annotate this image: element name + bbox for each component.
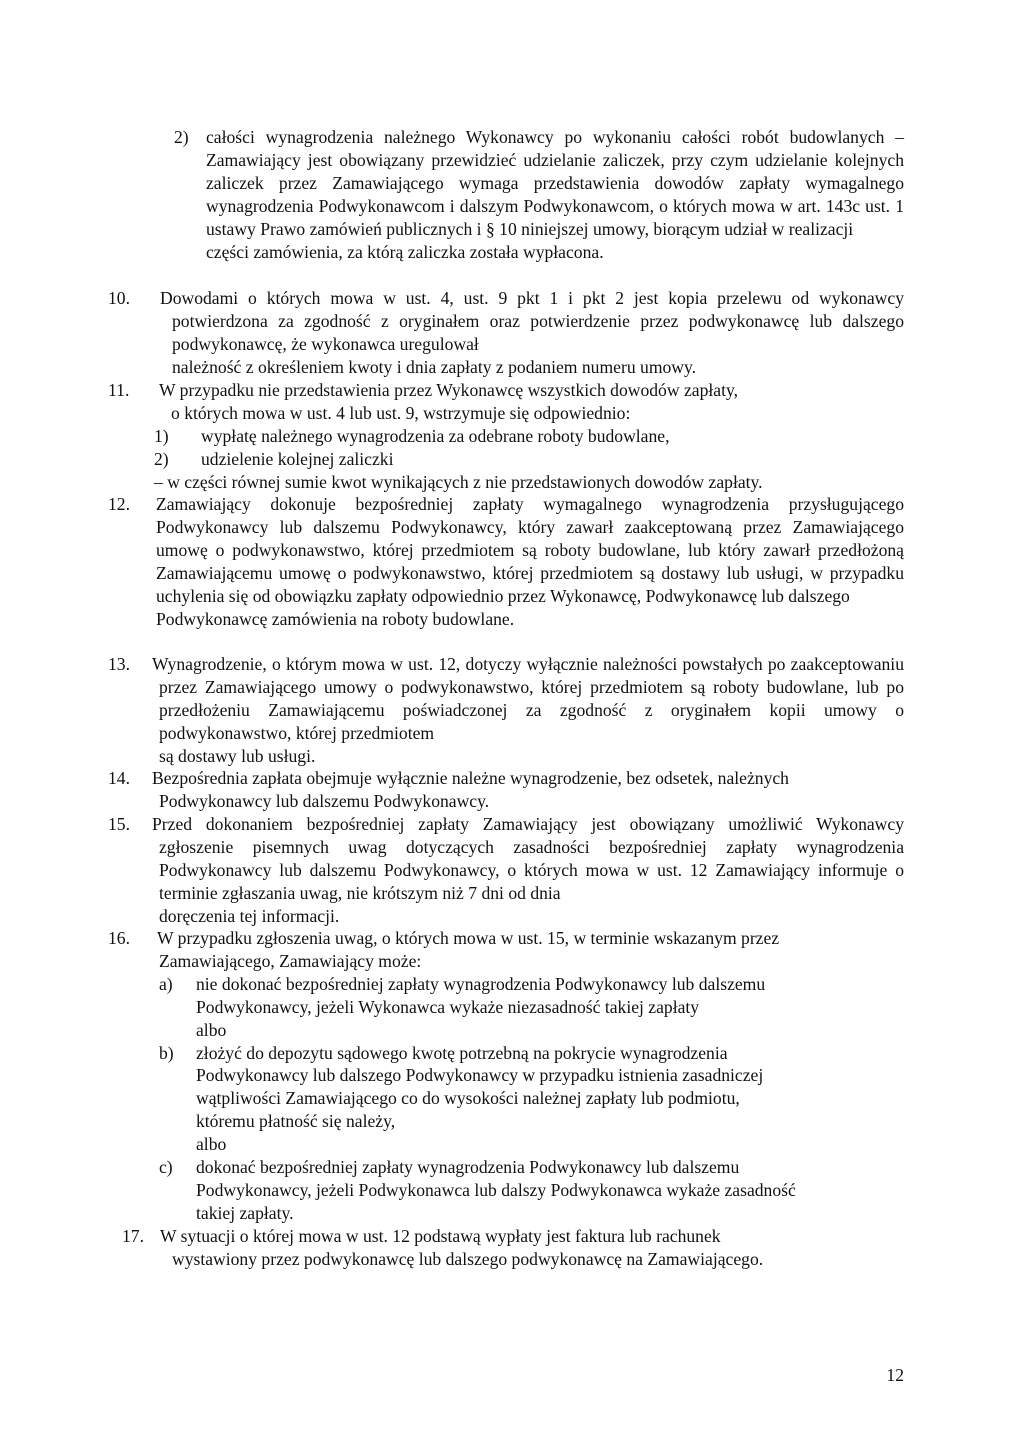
item-13: [108, 653, 904, 768]
item-text: Wynagrodzenie, o którym mowa w ust. 12, dotyczy wyłącznie należności powstałych po zaakceptowaniu przez Zamawiającego umowy o podwykonawstwo, której przedmiotem są roboty budowlane, lub po przedłożeniu Zamawiającemu poświadczonej za zgodność z oryginałem kopii umowy o podwykonawstwo, której przedmiotem: [152, 654, 904, 743]
option-letter: b): [159, 1042, 174, 1063]
item-text: Zamawiający dokonuje bezpośredniej zapłaty wymagalnego wynagrodzenia przysługującego Podwykonawcy lub dalszemu Podwykonawcy, który zawarł zaakceptowaną przez Zamawiającego umowę o podwykonawstwo, której przedmiotem są roboty budowlane, lub który zawarł przedłożoną Zamawiającemu umowę o podwykonawstwo, której przedmiotem są dostawy lub usługi, w przypadku uchylenia się od obowiązku zapłaty odpowiednio przez Wykonawcę, Podwykonawcę lub dalszego: [156, 494, 904, 606]
item-number: 16.: [108, 928, 130, 948]
item-text: W przypadku zgłoszenia uwag, o których mowa w ust. 15, w terminie wskazanym przez: [157, 928, 780, 948]
option-a: [159, 973, 904, 1042]
item-text: W sytuacji o której mowa w ust. 12 podstawą wypłaty jest faktura lub rachunek: [160, 1226, 721, 1246]
item-10: [108, 287, 904, 379]
option-text-line: wątpliwości Zamawiającego co do wysokości należnej zapłaty lub podmiotu,: [196, 1088, 740, 1109]
item-text-last-line: części zamówienia, za którą zaliczka została wypłacona.: [206, 241, 604, 262]
item-text-last-line: o których mowa w ust. 4 lub ust. 9, wstrzymuje się odpowiednio:: [171, 402, 631, 423]
option-text-line: takiej zapłaty.: [196, 1202, 294, 1223]
item-text: całości wynagrodzenia należnego Wykonawcy po wykonaniu całości robót budowlanych – Zamawiający jest obowiązany przewidzieć udzielanie zaliczek, przy czym udzielanie kolejnych zaliczek przez Zamawiającego wymaga przedstawienia dowodów zapłaty wymagalnego wynagrodzenia Podwykonawcom i dalszym Podwykonawcom, o których mowa w art. 143c ust. 1 ustawy Prawo zamówień publicznych i § 10 niniejszej umowy, biorącym udział w realizacji: [206, 127, 904, 239]
item-text-last-line: doręczenia tej informacji.: [159, 905, 340, 926]
option-text-line: któremu płatność się należy,: [196, 1111, 396, 1132]
page-number: 12: [886, 1365, 904, 1385]
item-number: 12.: [108, 494, 130, 514]
item-text-last-line: należność z określeniem kwoty i dnia zapłaty z podaniem numeru umowy.: [172, 356, 697, 377]
item-text-last-line: Podwykonawcę zamówienia na roboty budowlane.: [156, 608, 515, 629]
item-11: [108, 379, 904, 494]
sub-point-2: [108, 448, 904, 471]
item-15: [108, 813, 904, 928]
item-text-last-line: wystawiony przez podwykonawcę lub dalszego podwykonawcę na Zamawiającego.: [172, 1248, 764, 1269]
item-text-last-line: Zamawiającego, Zamawiający może:: [159, 950, 422, 971]
sub-point-number: 2): [154, 448, 169, 469]
item-text: Bezpośrednia zapłata obejmuje wyłącznie należne wynagrodzenie, bez odsetek, należnych: [152, 768, 789, 788]
item-14: [108, 767, 904, 813]
option-text-line: złożyć do depozytu sądowego kwotę potrzebną na pokrycie wynagrodzenia: [196, 1042, 728, 1063]
option-text-line: Podwykonawcy, jeżeli Wykonawca wykaże niezasadność takiej zapłaty: [196, 996, 700, 1017]
sub-point-text: wypłatę należnego wynagrodzenia za odebrane roboty budowlane,: [201, 425, 670, 446]
item-number: 15.: [108, 814, 130, 834]
item-tail: – w części równej sumie kwot wynikających z nie przedstawionych dowodów zapłaty.: [154, 471, 763, 492]
item-number: 17.: [122, 1226, 144, 1246]
item-9-point-2: [174, 126, 904, 263]
albo-conjunction: albo: [196, 1019, 227, 1040]
item-text-last-line: są dostawy lub usługi.: [159, 745, 316, 766]
item-number: 2): [174, 127, 189, 147]
option-text-line: nie dokonać bezpośredniej zapłaty wynagrodzenia Podwykonawcy lub dalszemu: [196, 973, 766, 994]
option-c: [159, 1156, 904, 1225]
option-text-line: Podwykonawcy lub dalszego Podwykonawcy w przypadku istnienia zasadniczej: [196, 1065, 764, 1086]
sub-point-text: udzielenie kolejnej zaliczki: [201, 448, 394, 469]
item-number: 11.: [108, 380, 130, 400]
option-letter: a): [159, 973, 173, 994]
sub-point-number: 1): [154, 425, 169, 446]
item-text-last-line: Podwykonawcy lub dalszemu Podwykonawcy.: [159, 790, 490, 811]
item-text: Dowodami o których mowa w ust. 4, ust. 9 pkt 1 i pkt 2 jest kopia przelewu od wykonawcy potwierdzona za zgodność z oryginałem oraz potwierdzenie przez podwykonawcę lub dalszego podwykonawcę, że wykonawca uregulował: [160, 288, 904, 354]
item-16: [108, 927, 904, 1225]
item-number: 10.: [108, 288, 130, 308]
item-12: [108, 493, 904, 630]
option-text-line: dokonać bezpośredniej zapłaty wynagrodzenia Podwykonawcy lub dalszemu: [196, 1157, 740, 1178]
albo-conjunction: albo: [196, 1134, 227, 1155]
item-text: W przypadku nie przedstawienia przez Wykonawcę wszystkich dowodów zapłaty,: [159, 380, 739, 400]
option-text-line: Podwykonawcy, jeżeli Podwykonawca lub dalszy Podwykonawca wykaże zasadność: [196, 1179, 796, 1200]
item-17: [122, 1225, 904, 1271]
sub-point-1: [108, 425, 904, 448]
option-letter: c): [159, 1157, 173, 1178]
item-number: 13.: [108, 654, 130, 674]
item-text: Przed dokonaniem bezpośredniej zapłaty Zamawiający jest obowiązany umożliwić Wykonawcy zgłoszenie pisemnych uwag dotyczących zasadności bezpośredniej zapłaty wynagrodzenia Podwykonawcy lub dalszemu Podwykonawcy, o których mowa w ust. 12 Zamawiający informuje o terminie zgłaszania uwag, nie krótszym niż 7 dni od dnia: [152, 814, 904, 903]
option-b: [159, 1042, 904, 1157]
item-number: 14.: [108, 768, 130, 788]
